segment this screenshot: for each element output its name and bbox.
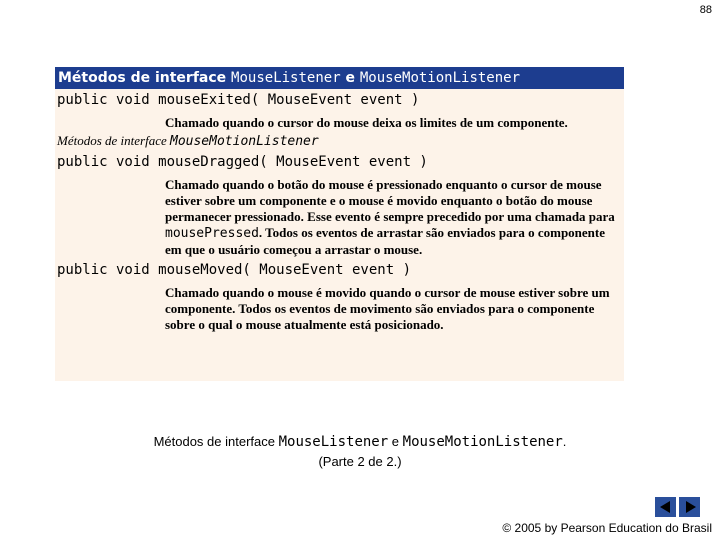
header-text-1: Métodos de interface xyxy=(58,70,232,86)
caption-text-2: e xyxy=(388,434,403,449)
arrow-left-icon xyxy=(660,501,670,513)
signature-mouse-dragged: public void mouseDragged( MouseEvent event ) xyxy=(57,154,428,170)
header-code-2: MouseMotionListener xyxy=(359,70,521,86)
copyright-text: 2005 by Pearson Education do Brasil xyxy=(511,521,712,535)
figure-caption xyxy=(0,432,720,472)
subheader-code: MouseMotionListener xyxy=(170,134,319,149)
caption-line-1 xyxy=(0,432,720,452)
description-mouse-dragged xyxy=(55,177,624,258)
previous-slide-button[interactable] xyxy=(655,497,676,517)
slide-navigation xyxy=(655,497,700,517)
subheader-motion-listener xyxy=(55,131,624,151)
table-header xyxy=(55,67,624,89)
caption-text-3: . xyxy=(562,434,567,449)
subheader-text: Métodos de interface xyxy=(57,133,170,148)
caption-code-1: MouseListener xyxy=(278,434,389,450)
description-mouse-moved: Chamado quando o mouse é movido quando o cursor de mouse estiver sobre um componente. Todos os eventos de movimento são enviados para o componente sobre o qual o mouse atualmente está posicionado. xyxy=(165,285,610,332)
signature-mouse-moved: public void mouseMoved( MouseEvent event ) xyxy=(57,262,412,278)
methods-table xyxy=(55,67,624,381)
description-dragged-part-2: . Todos os eventos de arrastar são enviados para o componente em que o usuário começou a arrastar o mouse. xyxy=(165,225,606,257)
signature-mouse-exited: public void mouseExited( MouseEvent event ) xyxy=(57,92,420,108)
caption-text-1: Métodos de interface xyxy=(153,434,279,449)
description-mouse-exited: Chamado quando o cursor do mouse deixa os limites de um componente. xyxy=(165,115,568,130)
copyright-icon: © xyxy=(502,521,512,535)
page-number: 88 xyxy=(699,4,712,16)
caption-code-2: MouseMotionListener xyxy=(402,434,563,450)
header-text-2: e xyxy=(340,70,360,86)
arrow-right-icon xyxy=(686,501,696,513)
next-slide-button[interactable] xyxy=(679,497,700,517)
description-dragged-code: mousePressed xyxy=(165,226,259,241)
description-dragged-part-1: Chamado quando o botão do mouse é pressionado enquanto o cursor de mouse estiver sobre um componente e o mouse é movido enquanto o botão do mouse permanecer pressionado. Esse evento é sempre precedido por uma chamada para xyxy=(165,177,615,224)
header-code-1: MouseListener xyxy=(231,70,341,86)
copyright-notice xyxy=(502,521,712,535)
caption-line-2: (Parte 2 de 2.) xyxy=(318,454,402,469)
